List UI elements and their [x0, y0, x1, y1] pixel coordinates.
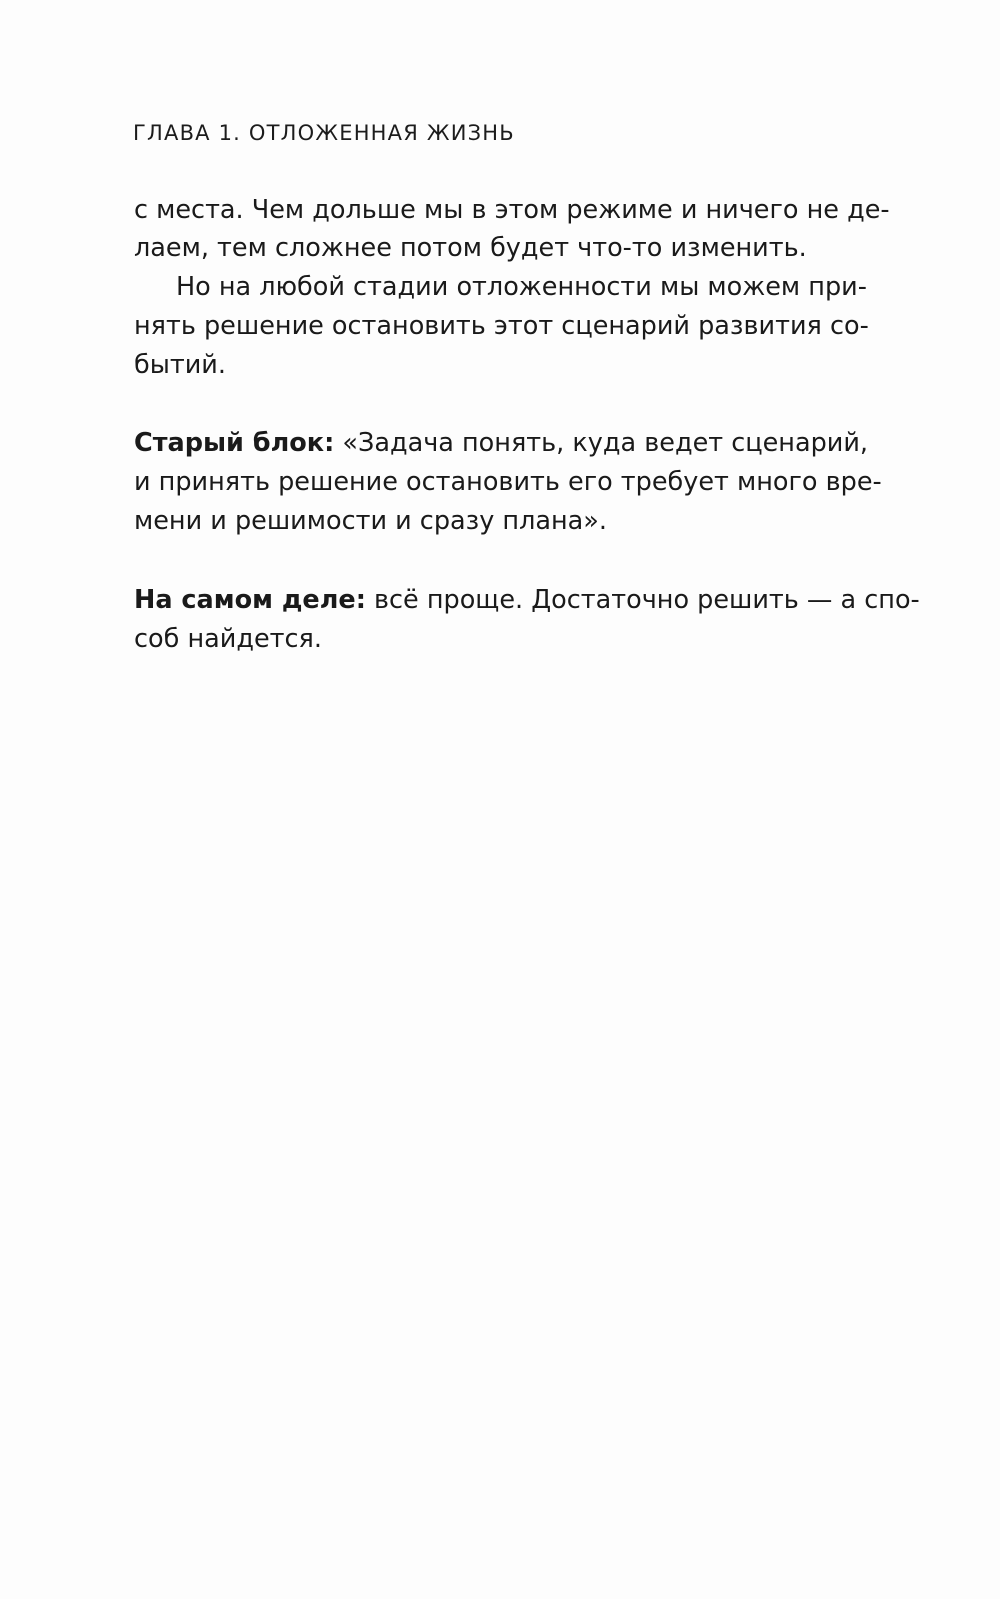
old-block-label: Старый блок:: [134, 428, 335, 458]
old-block-line-2: и принять решение остановить его требует много вре-: [134, 467, 882, 497]
actually-line-1: [134, 580, 920, 620]
paragraph-2-line-1: Но на любой стадии отложенности мы можем при-: [176, 272, 867, 302]
actually-label: На самом деле:: [134, 585, 366, 615]
paragraph-1-line-2: лаем, тем сложнее потом будет что-то изменить.: [134, 233, 807, 263]
old-block-line-3: мени и решимости и сразу плана».: [134, 506, 607, 536]
paragraph-2-line-3: бытий.: [134, 350, 226, 380]
paragraph-1-line-1: с места. Чем дольше мы в этом режиме и ничего не де-: [134, 195, 890, 225]
actually-text-1: всё проще. Достаточно решить — а спо-: [374, 585, 920, 615]
paragraph-2-line-2: нять решение остановить этот сценарий развития со-: [134, 311, 869, 341]
running-head: ГЛАВА 1. ОТЛОЖЕННАЯ ЖИЗНЬ: [133, 121, 515, 145]
old-block-text-1: «Задача понять, куда ведет сценарий,: [342, 428, 869, 458]
actually-line-2: соб найдется.: [134, 624, 322, 654]
old-block-line-1: [134, 423, 869, 463]
